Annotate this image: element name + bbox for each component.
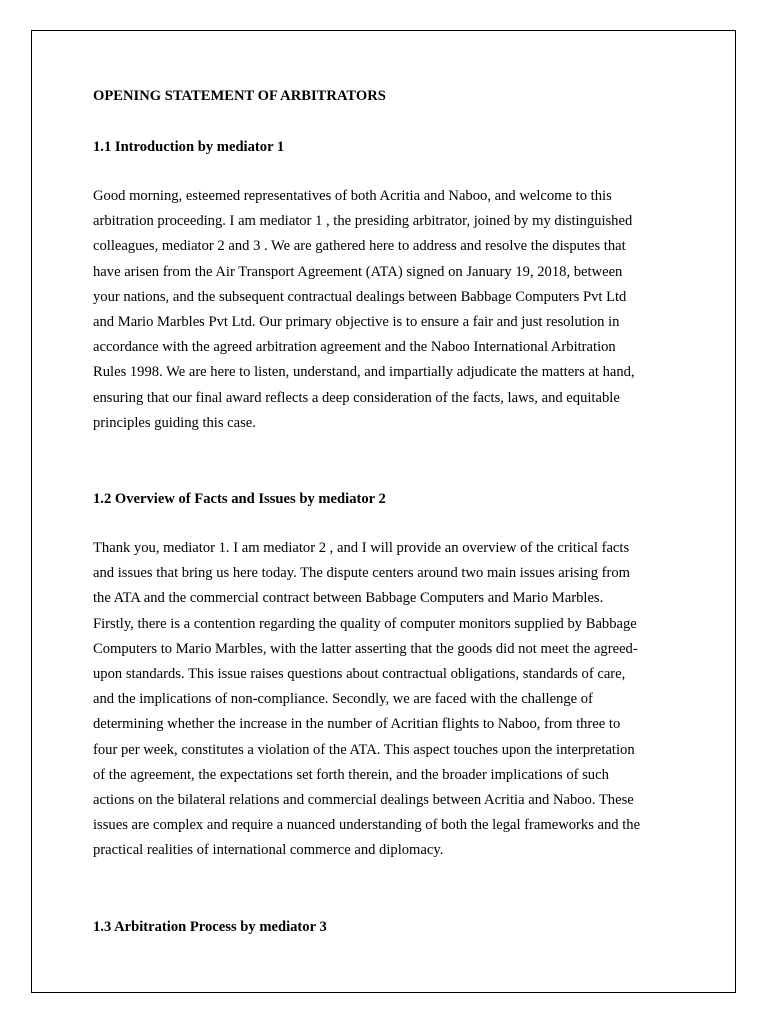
paragraph-line: Rules 1998. We are here to listen, understand, and impartially adjudicate the matters at hand, — [93, 364, 635, 381]
paragraph-line: practical realities of international commerce and diplomacy. — [93, 842, 444, 859]
paragraph-line: arbitration proceeding. I am mediator 1 , the presiding arbitrator, joined by my distinguished — [93, 213, 633, 230]
paragraph-line: determining whether the increase in the number of Acritian flights to Naboo, from three to — [93, 716, 621, 733]
paragraph-line: ensuring that our final award reflects a deep consideration of the facts, laws, and equitable — [93, 389, 620, 406]
paragraph-line: principles guiding this case. — [93, 414, 256, 431]
paragraph-line: and the implications of non-compliance. Secondly, we are faced with the challenge of — [93, 691, 593, 708]
paragraph-line: of the agreement, the expectations set forth therein, and the broader implications of such — [93, 766, 609, 783]
paragraph-line: issues are complex and require a nuanced understanding of both the legal frameworks and the — [93, 817, 641, 834]
paragraph-line: four per week, constitutes a violation of the ATA. This aspect touches upon the interpretation — [93, 741, 635, 758]
document-title: OPENING STATEMENT OF ARBITRATORS — [93, 88, 386, 104]
paragraph-line: Computers to Mario Marbles, with the latter asserting that the goods did not meet the agreed- — [93, 640, 638, 657]
section-heading-1-3: 1.3 Arbitration Process by mediator 3 — [93, 919, 327, 935]
paragraph-line: Thank you, mediator 1. I am mediator 2 , and I will provide an overview of the critical facts — [93, 540, 630, 556]
paragraph-line: the ATA and the commercial contract between Babbage Computers and Mario Marbles. — [93, 590, 604, 607]
paragraph-line: have arisen from the Air Transport Agreement (ATA) signed on January 19, 2018, between — [93, 263, 623, 280]
section-heading-1-2: 1.2 Overview of Facts and Issues by mediator 2 — [93, 491, 386, 507]
paragraph-line: Firstly, there is a contention regarding the quality of computer monitors supplied by Babbage — [93, 615, 637, 632]
paragraph-line: and Mario Marbles Pvt Ltd. Our primary objective is to ensure a fair and just resolution in — [93, 314, 620, 331]
section-1-2-paragraph — [93, 536, 683, 864]
paragraph-line: actions on the bilateral relations and commercial dealings between Acritia and Naboo. These — [93, 792, 634, 809]
paragraph-line: colleagues, mediator 2 and 3 . We are gathered here to address and resolve the disputes that — [93, 238, 626, 255]
section-1-1-paragraph — [93, 184, 683, 436]
paragraph-line: accordance with the agreed arbitration agreement and the Naboo International Arbitration — [93, 339, 616, 356]
paragraph-line: upon standards. This issue raises questions about contractual obligations, standards of care, — [93, 666, 626, 683]
section-heading-1-1: 1.1 Introduction by mediator 1 — [93, 139, 285, 155]
paragraph-line: and issues that bring us here today. The dispute centers around two main issues arising from — [93, 565, 631, 582]
paragraph-line: your nations, and the subsequent contractual dealings between Babbage Computers Pvt Ltd — [93, 288, 627, 305]
paragraph-line: Good morning, esteemed representatives of both Acritia and Naboo, and welcome to this — [93, 188, 612, 204]
